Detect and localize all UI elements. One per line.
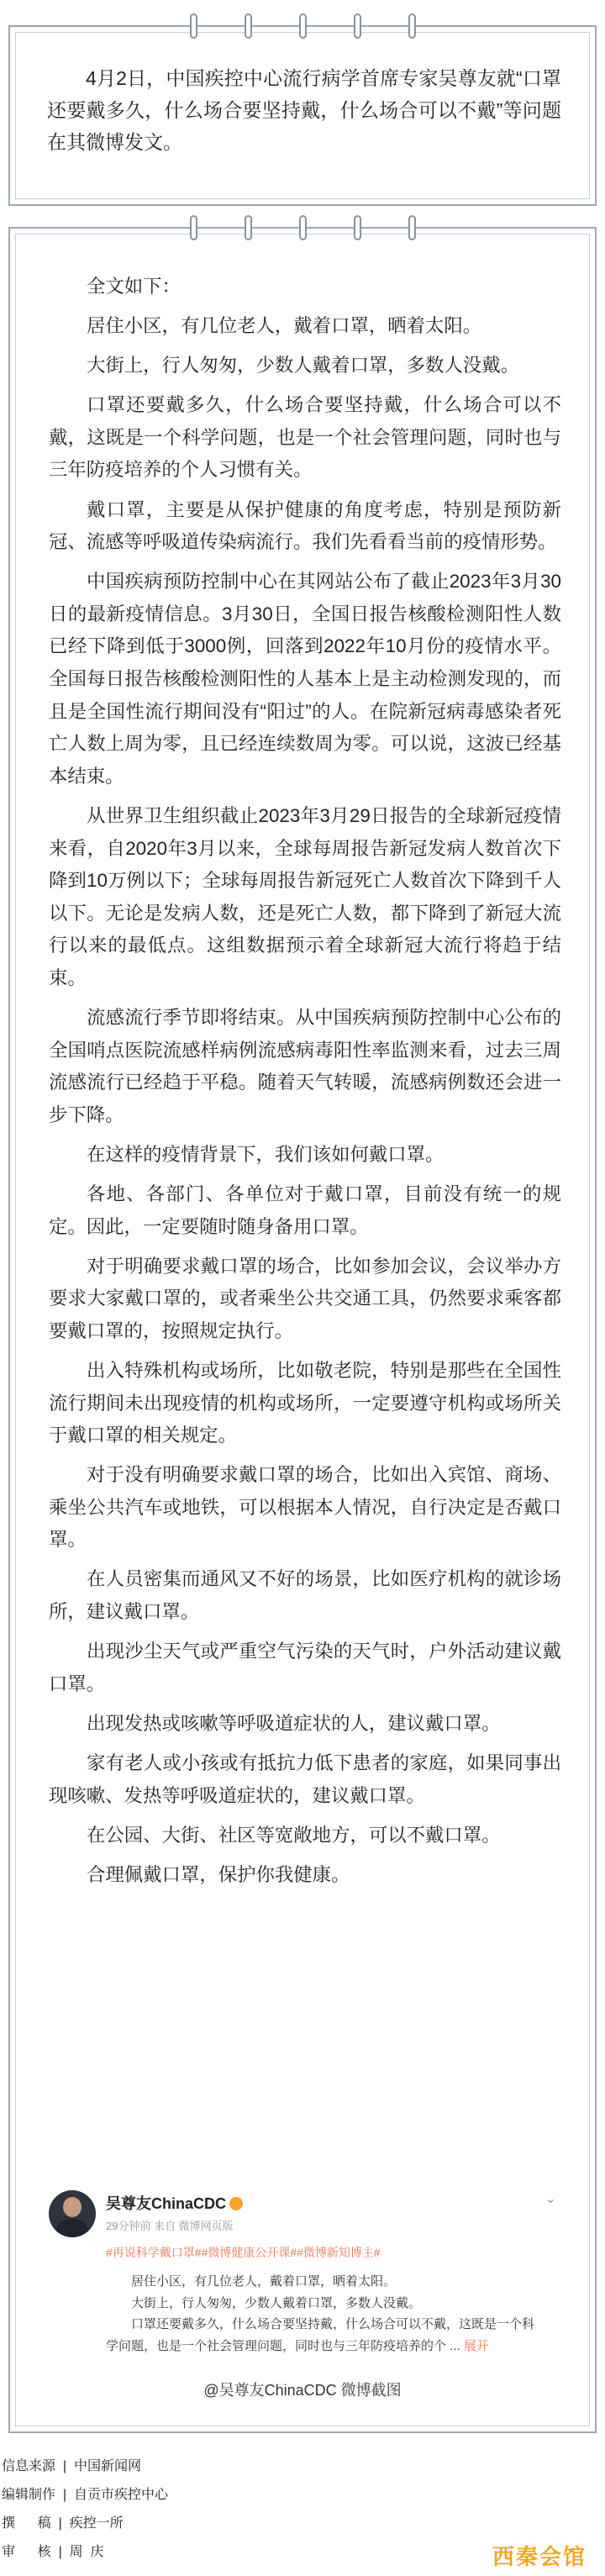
chevron-down-icon[interactable]: ⌄ (544, 2192, 556, 2206)
article-paragraph: 对于没有明确要求戴口罩的场合，比如出入宾馆、商场、乘坐公共汽车或地铁，可以根据本人情况，自行决定是否戴口罩。 (49, 1464, 561, 1551)
credit-source: 信息来源 | 中国新闻网 (2, 2459, 141, 2473)
article-paragraph: 口罩还要戴多久，什么场合要坚持戴，什么场合可以不戴，这既是一个科学问题，也是一个社会管理问题，同时也与三年防疫培养的个人习惯有关。 (49, 394, 561, 481)
screenshot-caption: @吴尊友ChinaCDC 微博截图 (203, 2382, 402, 2399)
article-paragraph: 出现发热或咳嗽等呼吸道症状的人，建议戴口罩。 (87, 1712, 501, 1734)
weibo-username[interactable]: 吴尊友ChinaCDC (106, 2192, 243, 2214)
credit-editor: 编辑制作 | 自贡市疾控中心 (2, 2488, 168, 2502)
post-meta: 29分钟前 来自 微博网页版 (106, 2220, 234, 2232)
verified-badge-icon (229, 2197, 243, 2210)
hashtags[interactable]: #再说科学戴口罩##微博健康公开课##微博新知博主# (106, 2246, 381, 2259)
weibo-post-text: 居住小区，有几位老人，戴着口罩，晒着太阳。 大街上，行人匆匆，少数人戴着口罩，多数人没戴。 口罩还要戴多久，什么场合要坚持戴，什么场合可以不戴，这既是一个科学问题，也是一个社会管理问题，同时也与三年防疫培养的个 ... 展开 (106, 2274, 535, 2353)
article-paragraph: 在这样的疫情背景下，我们该如何戴口罩。 (87, 1143, 445, 1165)
article-paragraph: 大街上，行人匆匆，少数人戴着口罩，多数人没戴。 (87, 355, 519, 377)
credits (2, 2452, 168, 2567)
binder-rings (10, 13, 595, 39)
article-paragraph: 对于明确要求戴口罩的场合，比如参加会议，会议举办方要求大家戴口罩的，或者乘坐公共交通工具，仍然要求乘客都要戴口罩的，按照规定执行。 (49, 1255, 561, 1341)
article-paragraph: 从世界卫生组织截止2023年3月29日报告的全球新冠疫情来看，自2020年3月以来，全球每周报告新冠发病人数首次下降到10万例以下；全球每周报告新冠死亡人数首次下降到千人以下。无论是发病人数，还是死亡人数，都下降到了新冠大流行以来的最低点。这组数据预示着全球新冠大流行将趋于结束。 (49, 804, 561, 988)
binder-rings (10, 215, 595, 240)
article-paragraph: 出入特殊机构或场所，比如敬老院，特别是那些在全国性流行期间未出现疫情的机构或场所，一定要遵守机构或场所关于戴口罩的相关规定。 (49, 1359, 561, 1446)
credit-reviewer: 审 核 | 周 庆 (2, 2545, 104, 2559)
article-paragraph: 在公园、大街、社区等宽敞地方，可以不戴口罩。 (87, 1824, 501, 1846)
weibo-post-screenshot (44, 2187, 565, 2370)
article-paragraph: 在人员密集而通风又不好的场景，比如医疗机构的就诊场所，建议戴口罩。 (49, 1568, 561, 1623)
article-paragraph: 出现沙尘天气或严重空气污染的天气时，户外活动建议戴口罩。 (49, 1641, 561, 1694)
credit-writer: 撰 稿 | 疾控一所 (2, 2516, 124, 2531)
article-paragraph: 合理佩戴口罩，保护你我健康。 (87, 1863, 350, 1885)
article-paragraph: 流感流行季节即将结束。从中国疾病预防控制中心公布的全国哨点医院流感样病例流感病毒阳性率监测来看，过去三周流感流行已经趋于平稳。随着天气转暖，流感病例数还会进一步下降。 (49, 1006, 561, 1125)
expand-link[interactable]: 展开 (463, 2338, 489, 2353)
avatar[interactable] (49, 2190, 96, 2237)
article-paragraph: 戴口罩，主要是从保护健康的角度考虑，特别是预防新冠、流感等呼吸道传染病流行。我们先看看当前的疫情形势。 (49, 498, 561, 553)
intro-card (8, 25, 597, 206)
article-paragraph: 家有老人或小孩或有抵抗力低下患者的家庭，如果同事出现咳嗽、发热等呼吸道症状的，建议戴口罩。 (49, 1752, 561, 1806)
article-paragraph: 居住小区，有几位老人，戴着口罩，晒着太阳。 (87, 315, 482, 337)
intro-text: 4月2日，中国疾控中心流行病学首席专家吴尊友就“口罩还要戴多久，什么场合要坚持戴，什么场合可以不戴”等问题在其微博发文。 (47, 67, 561, 153)
article-body (49, 271, 561, 1899)
article-paragraph: 全文如下： (87, 276, 181, 297)
article-card (8, 227, 597, 2433)
watermark-logo: 西秦会馆 (492, 2544, 587, 2569)
article-paragraph: 中国疾病预防控制中心在其网站公布了截止2023年3月30日的最新疫情信息。3月30日，全国日报告核酸检测阳性人数已经下降到低于3000例，回落到2022年10月份的疫情水平。全国每日报告核酸检测阳性的人基本上是主动检测发现的，而且是全国性流行期间没有“阳过”的人。在院新冠病毒感染者死亡人数上周为零，且已经连续数周为零。可以说，这波已经基本结束。 (49, 571, 561, 787)
article-paragraph: 各地、各部门、各单位对于戴口罩，目前没有统一的规定。因此，一定要随时随身备用口罩。 (49, 1183, 561, 1237)
